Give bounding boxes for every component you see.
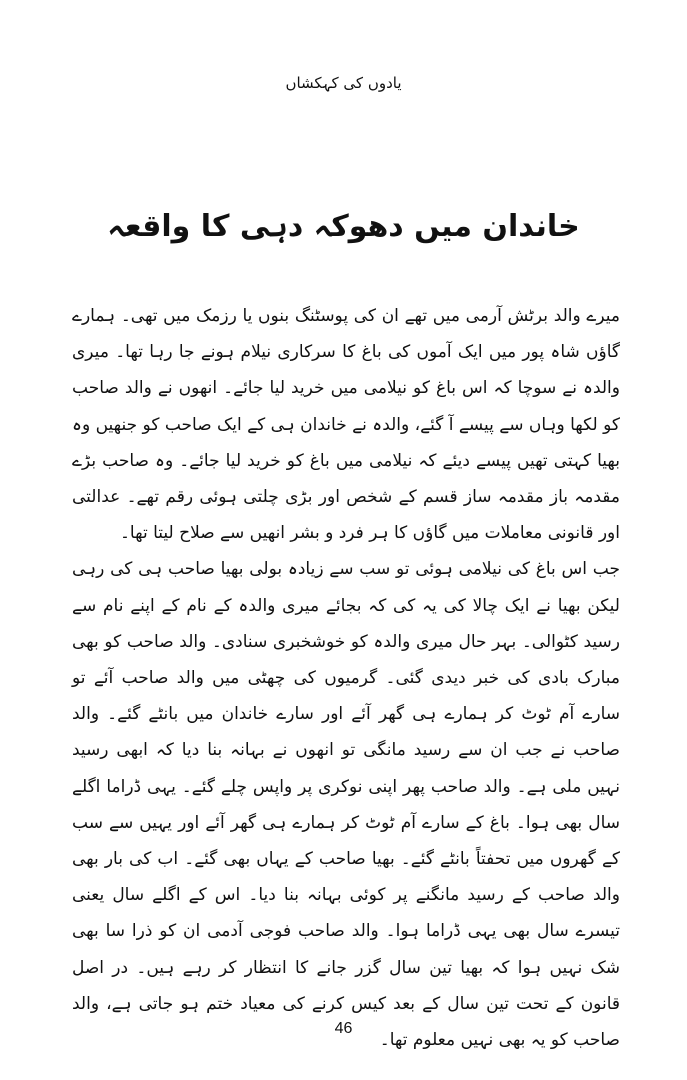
body-text <box>72 298 620 1058</box>
page-number: 46 <box>334 1020 353 1037</box>
paragraph-1: میرے والد برٹش آرمی میں تھے ان کی پوسٹنگ بنوں یا رزمک میں تھی۔ ہمارے گاؤں شاہ پور میں ایک آموں کی باغ کا سرکاری نیلام ہونے جا رہا تھا۔ میری والدہ نے سوچا کہ اس باغ کو نیلامی میں خرید لیا جائے۔ انھوں نے والد صاحب کو لکھا وہاں سے پیسے آ گئے، والدہ نے خاندان ہی کے ایک صاحب کو جنھیں وہ بھیا کہتی تھیں پیسے دیئے کہ نیلامی میں باغ کو خرید لیا جائے۔ وہ صاحب بڑے مقدمہ باز مقدمہ ساز قسم کے شخص اور بڑی چلتی ہوئی رقم تھے۔ عدالتی اور قانونی معاملات میں گاؤں کا ہر فرد و بشر انھیں سے صلاح لیتا تھا۔ <box>72 306 620 544</box>
paragraph-2: جب اس باغ کی نیلامی ہوئی تو سب سے زیادہ بولی بھیا صاحب ہی کی رہی لیکن بھیا نے ایک چالا کی یہ کی کہ بجائے میری والدہ کے نام کے اپنے نام سے رسید کٹوالی۔ بہر حال میری والدہ کو خوشخبری سنادی۔ والد صاحب کو بھی مبارک بادی کی خبر دیدی گئی۔ گرمیوں کی چھٹی میں والد صاحب آئے تو سارے آم ٹوٹ کر ہمارے ہی گھر آئے اور سارے خاندان میں بانٹے گئے۔ والد صاحب نے جب ان سے رسید مانگی تو انھوں نے بہانہ بنا دیا کہ ابھی رسید نہیں ملی ہے۔ والد صاحب پھر اپنی نوکری پر واپس چلے گئے۔ یہی ڈراما اگلے سال بھی ہوا۔ باغ کے سارے آم ٹوٹ کر ہمارے ہی گھر آئے اور یہیں سے سب کے گھروں میں تحفتاً بانٹے گئے۔ بھیا صاحب کے یہاں بھی گئے۔ اب کی بار بھی والد صاحب کے رسید مانگنے پر کوئی بہانہ بنا دیا۔ اس کے اگلے سال یعنی تیسرے سال بھی یہی ڈراما ہوا۔ والد صاحب فوجی آدمی ان کو ذرا سا بھی شک نہیں ہوا کہ بھیا تین سال گزر جانے کا انتظار کر رہے ہیں۔ در اصل قانون کے تحت تین سال کے بعد کیس کرنے کی معیاد ختم ہو جاتی ہے، والد صاحب کو یہ بھی نہیں معلوم تھا۔ <box>72 559 620 1051</box>
chapter-title: خاندان میں دھوکہ دہی کا واقعہ <box>107 209 580 244</box>
running-head: یادوں کی کہکشاں <box>285 74 402 92</box>
